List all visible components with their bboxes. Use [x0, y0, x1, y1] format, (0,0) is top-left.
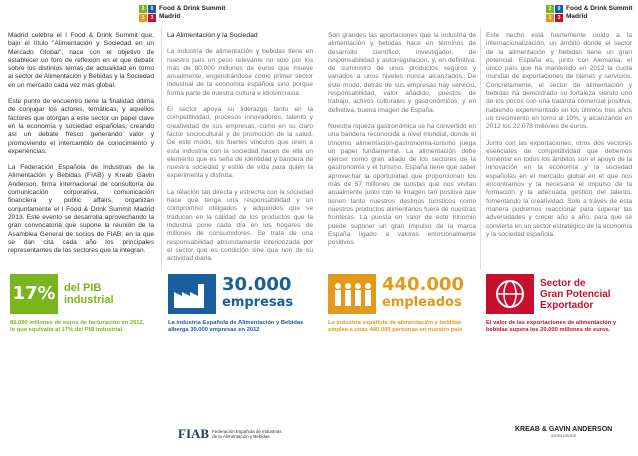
people-icon	[328, 274, 376, 314]
stat-empresas-text: La industria Española de Alimentación y Bebidas alberga 30.000 empresas en 2012	[168, 320, 304, 334]
logo-digit: 3	[148, 14, 156, 22]
summit-logo-left	[139, 5, 225, 22]
stat-exportador-title: Gran Potencial Exportador	[540, 288, 611, 311]
fiab-wordmark: FIAB	[178, 426, 210, 441]
kreab-subtitle: WORLDWIDE	[550, 433, 577, 438]
col2-paragraph-2: El sector apoya su liderazgo tanto en la competitividad, procesos innovadores, talento y creatividad de sus empresas, como en su claro factor sociocultural y de promoción de la salud. De este modo, los fuertes vínculos que unen a esta industria con la sociedad hacen de ella un elemento que es seña de identidad y bandera de nuestra sociedad y estilo de vida para quien la experimenta y disfruta.	[167, 106, 313, 180]
column-divider	[161, 28, 162, 270]
stat-exportador	[486, 274, 632, 334]
stat-empresas-title: empresas	[222, 295, 294, 310]
column-3	[328, 32, 476, 255]
factory-icon	[168, 274, 216, 314]
stat-empresas	[168, 274, 314, 334]
column-4	[486, 32, 632, 247]
column-1	[8, 32, 154, 263]
logo-digit: 2	[139, 5, 147, 13]
kreab-wordmark: KREAB & GAVIN ANDERSON	[515, 426, 613, 433]
fiab-logo	[178, 426, 282, 442]
logo-digit: 0	[148, 5, 156, 13]
stat-pib-title: del PIB industrial	[64, 282, 114, 306]
logo-digit: 1	[139, 14, 147, 22]
logo-squares	[546, 5, 563, 22]
stat-empleados-value: 440.000	[382, 274, 464, 295]
stat-exportador-value: Sector de	[540, 277, 586, 289]
col4-paragraph-1: Este hecho está fuertemente unido a la internacionalización, un ámbito donde el sector de la alimentación y bebidas tiene un gran potencial. España es, junto con Alemania, el único país que ha mantenido en 2012 la cuota mundial de exportaciones de bienes y servicios. Concretamente, el sector de alimentación y bebidas ha demostrado su fortaleza siendo uno de los pocos con una balanza comercial positiva, habiendo experimentado en los últimos tres años un crecimiento en torno al 10%, y alcanzando en 2012 los 22.078 millones de euros.	[486, 32, 632, 131]
stat-empleados-title: empleados	[382, 295, 462, 310]
col3-paragraph-1: Son grandes las aportaciones que la industria de alimentación y bebidas hace en términos de desarrollo científico, investigador, de responsabilidad y autorregulación, y, en definitiva, de suministro de unos productos seguros y variados a unos niveles nunca alcanzados. De este modo, detrás de sus empresas hay servicio, responsabilidad, valor añadido, puestos de trabajo, activos culturales y gastronómicos, y en definitiva, buena imagen de España.	[328, 32, 476, 114]
logo-line1: Food & Drink Summit	[566, 5, 633, 12]
stat-empleados-text: La industria española de alimentación y bebidas emplea a unas 440.000 personas en nuestro país	[328, 320, 463, 334]
col1-paragraph-1: Madrid celebra el I Food & Drink Summit que, bajo el título "Alimentación y Sociedad en un Mercado Global", nace con el objetivo de establecer un foro de reflexión en el que debatir sobre los distintos temas de actualidad en torno al sector de Alimentación y Bebidas y la Sociedad en un mercado cada vez más global.	[8, 32, 154, 89]
stat-empresas-value: 30.000	[222, 274, 292, 295]
logo-digit: 3	[555, 14, 563, 22]
section-heading: La Alimentación y la Sociedad	[167, 32, 258, 39]
col1-paragraph-2: Este punto de encuentro tiene la finalidad última de conjugar los actores, temáticas, y aquellos factores que otorgan a este sector un papel clave en la economía y sociedad españolas, creando así un debate fresco generando valor y promoviendo el intercambio de conocimiento y experiencias.	[8, 98, 154, 155]
logo-line1: Food & Drink Summit	[159, 5, 226, 12]
col2-paragraph-1: La industria de alimentación y bebidas tiene en nuestro país un peso relevante no sólo por los más de 80.000 millones de euros que mueve anualmente, engendrándose como primer sector industrial de la economía española sino porque forma parte de nuestra cultura e idiosincrasia.	[167, 48, 313, 97]
fiab-subtitle-1: Federación Española de Industrias	[212, 428, 282, 434]
fiab-subtitle-2: de la Alimentación y Bebidas	[212, 434, 270, 439]
globe-icon	[486, 274, 534, 314]
logo-digit: 2	[546, 5, 554, 13]
col1-paragraph-3: La Federación Española de Industrias de la Alimentación y Bebidas (FIAB) y Kreab Gavin Anderson, firma internacional de consultoría de comunicación corporativa, comunicación financiera y public affairs, organizan conjuntamente el I Food & Drink Summit Madrid 2013. Este evento se desarrolla aprovechando la gran convocatoria que supone la reunión de la Asamblea General de socios de FIAB, en la que se dan cita cada año los principales representantes de los sectores que la integran.	[8, 164, 154, 255]
stat-exportador-text: El valor de las exportaciones de alimentación y bebidas supera los 20.000 millones de euros.	[486, 320, 617, 334]
stat-pib-value: 17%	[10, 274, 58, 314]
logo-line2: Madrid	[566, 12, 588, 20]
column-divider	[480, 28, 481, 270]
logo-squares	[139, 5, 156, 22]
column-2	[167, 32, 313, 271]
logo-digit: 0	[555, 5, 563, 13]
stat-pib-text: 86.000 millones de euros de facturación en 2012, lo que equivalía al 17% del PIB industrial.	[10, 320, 145, 334]
stat-pib	[10, 274, 150, 334]
kreab-logo	[515, 426, 612, 438]
summit-logo-right	[546, 5, 632, 22]
logo-line2: Madrid	[159, 12, 181, 20]
col4-paragraph-2: Junto con las exportaciones, otros dos vectores esenciales de competitividad que debemos fomentar en todos los ámbitos son el apoyo de la innovación en la economía y la sociedad españolas en el mercado global en el que nos encontramos y la necesaria el impulso de la formación y la adecuada gestión del talento, fomentando la creatividad. Solo a través de esta manera podremos reaccionar para superar las adversidades y crecer año a año, para que se convierta en un sector estratégico de la economía y la sociedad española.	[486, 139, 632, 238]
col2-paragraph-3: La relación tan directa y estrecha con la sociedad hace que tenga una responsabilidad y un compromiso obligados y adquiridos que se traducen en la calidad de los productos que la industria pone cada día en los hogares de millones de consumidores. Se trata de una responsabilidad absolutamente interiorizada por el sector que es condición sine qua non de su actividad diaria.	[167, 188, 313, 263]
col3-paragraph-2: Nuestra riqueza gastronómica se ha convertido en una bandera reconocida a nivel mundial, donde el trinomio alimentación-gastronomía-turismo juega un papel fundamental. La alimentación debe ejercer como gran aliado de los sectores de la gastronomía y el turismo. España tiene que saber aprovechar la oportunidad que proporcionan los más de 57 millones de turistas que nos visitan anualmente junto con la imagen tan positiva que tienen tanto nuestros destinos turísticos como nuestros productos alimentarios fuera de nuestras fronteras. La puesta en valor de este trinomio puede suponer un gran impulso de la marca España ligado a valores emocionalmente positivos.	[328, 122, 476, 247]
stat-empleados	[328, 274, 476, 334]
logo-digit: 1	[546, 14, 554, 22]
